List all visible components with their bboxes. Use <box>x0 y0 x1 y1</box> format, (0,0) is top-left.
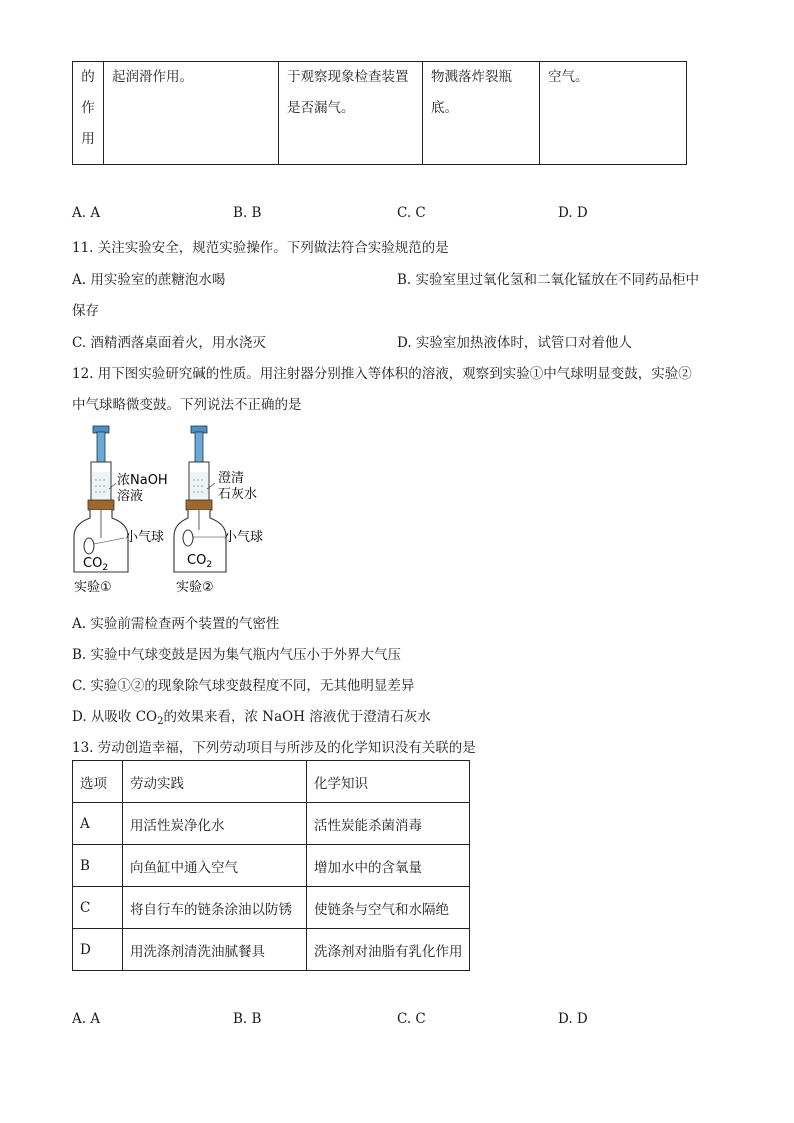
table-row <box>73 845 470 887</box>
q11-option-c[interactable]: C. 酒精洒落桌面着火，用水浇灭 <box>72 335 266 351</box>
table-cell <box>279 62 423 165</box>
q13-option-b[interactable]: B. B <box>233 1011 262 1027</box>
q10-option-d[interactable]: D. D <box>558 205 588 221</box>
table-header-row <box>73 761 470 803</box>
table-cell: 活性炭能杀菌消毒 <box>307 803 470 845</box>
q12-option-d-prefix: D. 从吸收 CO <box>72 709 158 725</box>
q12-option-d[interactable] <box>72 705 431 727</box>
q10-option-b[interactable]: B. B <box>233 205 262 221</box>
q10-option-a[interactable]: A. A <box>72 205 101 221</box>
exp2-balloon-label: 小气球 <box>224 530 264 545</box>
q12-figure <box>60 420 290 600</box>
table-row <box>73 803 470 845</box>
table-cell: 向鱼缸中通入空气 <box>123 845 307 887</box>
q13-table <box>72 760 470 971</box>
table-cell: 将自行车的链条涂油以防锈 <box>123 887 307 929</box>
exp1-gas-label: $CO_2$ <box>83 556 109 573</box>
cell-text: 起润滑作用。 <box>112 69 193 85</box>
cell-text: 空气。 <box>548 69 589 85</box>
q13-option-c[interactable]: C. C <box>397 1011 426 1027</box>
q12-stem-line1: 12. 用下图实验研究碱的性质。用注射器分别推入等体积的溶液，观察到实验①中气球明显变鼓，实验② <box>72 366 692 382</box>
q12-option-d-suffix: 的效果来看，浓 NaOH 溶液优于澄清石灰水 <box>163 709 431 725</box>
q13-option-d[interactable]: D. D <box>558 1011 588 1027</box>
q10-table <box>72 61 687 165</box>
exp1-balloon-label: 小气球 <box>125 530 165 545</box>
table-cell <box>104 62 279 165</box>
row-label-char: 的 <box>81 69 95 85</box>
cell-text-line: 底。 <box>431 100 458 116</box>
q12-option-b[interactable]: B. 实验中气球变鼓是因为集气瓶内气压小于外界大气压 <box>72 647 402 663</box>
exp1-solution-label-1: 浓NaOH <box>117 473 168 488</box>
table-row <box>73 887 470 929</box>
q11-option-b[interactable]: B. 实验室里过氧化氢和二氧化锰放在不同药品柜中 <box>397 272 700 288</box>
table-cell: B <box>73 845 123 887</box>
cell-text-line: 于观察现象检查装置 <box>287 69 409 85</box>
exp1-caption: 实验① <box>74 580 112 595</box>
exp2-caption: 实验② <box>176 580 214 595</box>
table-cell: 使链条与空气和水隔绝 <box>307 887 470 929</box>
exp2-solution-label-2: 石灰水 <box>218 487 258 502</box>
table-cell: A <box>73 803 123 845</box>
table-cell: 用洗涤剂清洗油腻餐具 <box>123 929 307 971</box>
table-cell: 用活性炭净化水 <box>123 803 307 845</box>
table-row <box>73 929 470 971</box>
table-cell: 洗涤剂对油脂有乳化作用 <box>307 929 470 971</box>
table-cell: C <box>73 887 123 929</box>
exp2-gas-label: $CO_2$ <box>187 553 213 570</box>
table-cell: 增加水中的含氧量 <box>307 845 470 887</box>
row-label-char: 作 <box>81 100 95 116</box>
q12-stem-line2: 中气球略微变鼓。下列说法不正确的是 <box>72 397 302 413</box>
q11-option-d[interactable]: D. 实验室加热液体时，试管口对着他人 <box>397 335 632 351</box>
exp2-solution-label-1: 澄清 <box>218 471 245 486</box>
table-cell: D <box>73 929 123 971</box>
cell-text-line: 物溅落炸裂瓶 <box>431 69 512 85</box>
q12-option-d-sub: 2 <box>157 716 164 727</box>
table-cell <box>423 62 540 165</box>
q12-option-a[interactable]: A. 实验前需检查两个装置的气密性 <box>72 616 280 632</box>
q13-option-a[interactable]: A. A <box>72 1011 101 1027</box>
cell-text-line: 是否漏气。 <box>287 100 355 116</box>
q11-option-a[interactable]: A. 用实验室的蔗糖泡水喝 <box>72 272 226 288</box>
row-label-char: 用 <box>81 131 95 147</box>
q10-option-c[interactable]: C. C <box>397 205 426 221</box>
header-cell: 化学知识 <box>307 761 470 803</box>
header-cell: 选项 <box>73 761 123 803</box>
q13-stem: 13. 劳动创造幸福，下列劳动项目与所涉及的化学知识没有关联的是 <box>72 740 476 756</box>
header-cell: 劳动实践 <box>123 761 307 803</box>
row-label-cell <box>73 62 104 165</box>
q11-stem: 11. 关注实验安全，规范实验操作。下列做法符合实验规范的是 <box>72 240 449 256</box>
q11-option-b-cont[interactable]: 保存 <box>72 303 99 319</box>
q12-option-c[interactable]: C. 实验①②的现象除气球变鼓程度不同，无其他明显差异 <box>72 678 415 694</box>
exp1-solution-label-2: 溶液 <box>117 489 144 504</box>
table-cell <box>540 62 687 165</box>
